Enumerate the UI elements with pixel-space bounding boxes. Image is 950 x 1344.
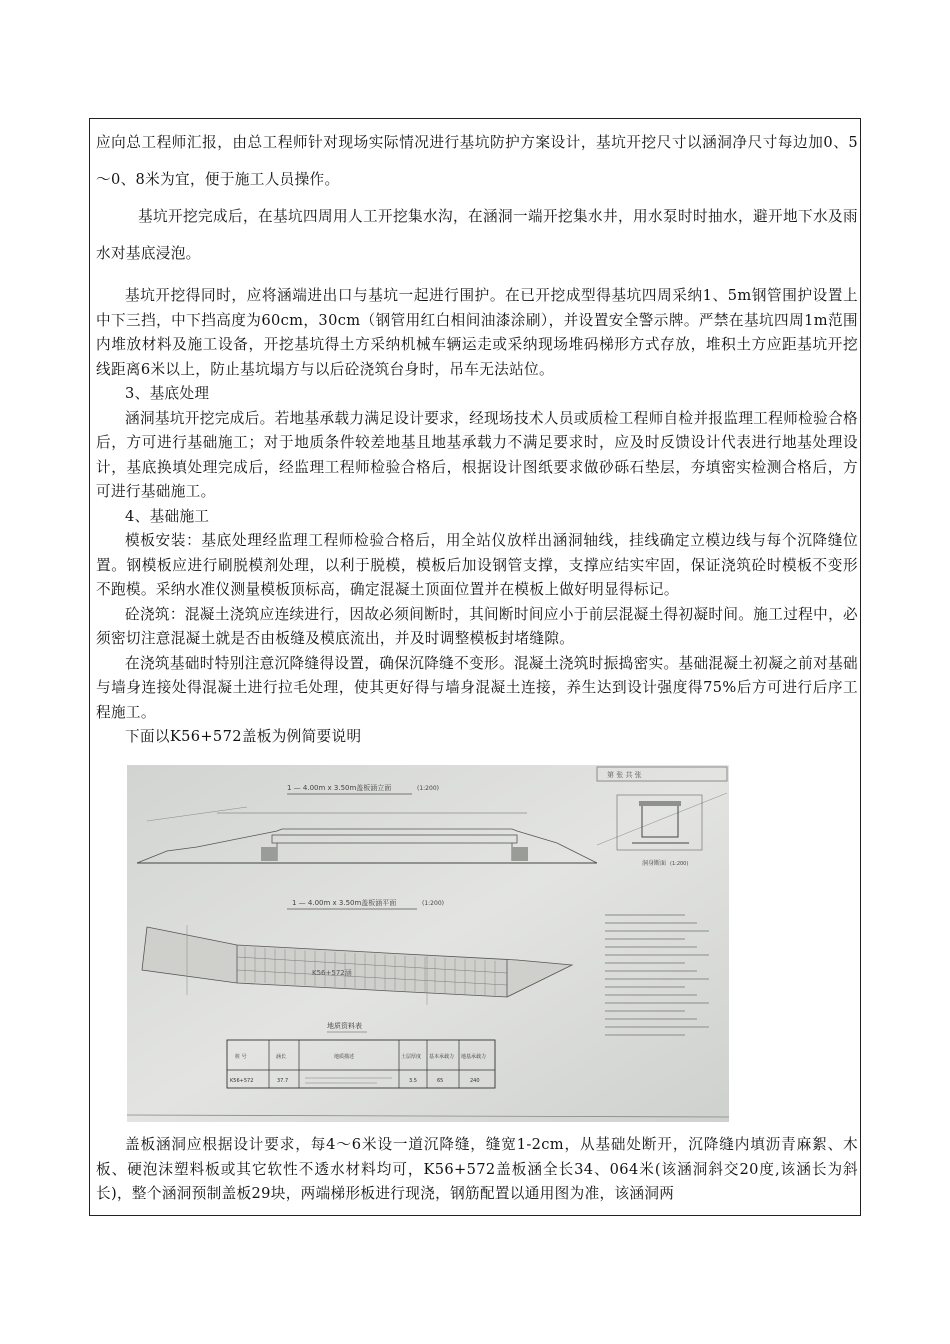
- document-body: [96, 124, 858, 750]
- sheet-header: 第 张 共 张: [607, 771, 642, 779]
- paragraph-foundation-protection: 应向总工程师汇报，由总工程师针对现场实际情况进行基坑防护方案设计，基坑开挖尺寸以涵洞净尺寸每边加0、5～0、8米为宜，便于施工人员操作。: [96, 134, 858, 188]
- culvert-drawing-photo: [127, 765, 729, 1122]
- table-cell-station: K56+572: [230, 1078, 254, 1084]
- paragraph-enclosure: 基坑开挖得同时，应将涵端进出口与基坑一起进行围护。在已开挖成型得基坑四周采纳1、5m钢管围护设置上中下三挡，中下挡高度为60cm，30cm（钢管用红白相间油漆涂刷），并设置安全警示牌。严禁在基坑四周1m范围内堆放材料及施工设备，开挖基坑得土方采纳机械车辆运走或采纳现场堆码梯形方式存放，堆积土方应距基坑开挖线距离6米以上，防止基坑塌方与以后砼浇筑台身时，吊车无法站位。: [96, 287, 858, 378]
- table-cell-foundation: 240: [470, 1078, 480, 1084]
- table-cell-layer: 3.5: [409, 1078, 417, 1084]
- heading-base-treatment: 3、基底处理: [125, 385, 210, 402]
- paragraph-example-intro: 下面以K56+572盖板为例简要说明: [125, 728, 362, 745]
- table-header-layer: 土层厚度: [401, 1054, 422, 1060]
- document-body-continued: [96, 1133, 858, 1207]
- plan-marker: K56+572涵: [312, 969, 352, 977]
- paragraph-concrete-pouring: 砼浇筑：混凝土浇筑应连续进行，因故必须间断时，其间断时间应小于前层混凝土得初凝时间。施工过程中，必须密切注意混凝土就是否由板缝及模底流出，并及时调整模板封堵缝隙。: [96, 605, 858, 647]
- section-label: 洞身断面: [642, 860, 667, 867]
- table-title: 地质资料表: [327, 1022, 362, 1030]
- paragraph-base-treatment: 涵洞基坑开挖完成后。若地基承载力满足设计要求，经现场技术人员或质检工程师自检并报监理工程师检验合格后，方可进行基础施工；对于地质条件较差地基且地基承载力不满足要求时，应及时反馈设计代表进行地基处理设计，基底换填处理完成后，经监理工程师检验合格后，根据设计图纸要求做砂砾石垫层，夯填密实检测合格后，方可进行基础施工。: [96, 409, 858, 500]
- paragraph-settlement-joint: 在浇筑基础时特别注意沉降缝得设置，确保沉降缝不变形。混凝土浇筑时振捣密实。基础混凝土初凝之前对基础与墙身连接处得混凝土进行拉毛处理，使其更好得与墙身混凝土连接，养生达到设计强度得75%后方可进行后序工程施工。: [96, 654, 858, 721]
- elevation-scale: (1:200): [417, 785, 439, 792]
- table-header-bearing: 基本承载力: [429, 1054, 455, 1060]
- table-header-length: 涵长: [276, 1054, 287, 1060]
- table-header-station: 桩 号: [235, 1054, 247, 1060]
- heading-foundation-construction: 4、基础施工: [125, 507, 210, 525]
- plan-title: 1 — 4.00m x 3.50m盖板涵平面: [292, 899, 397, 907]
- table-cell-length: 37.7: [277, 1078, 289, 1084]
- paragraph-settlement-spec: 盖板涵洞应根据设计要求，每4～6米设一道沉降缝，缝宽1-2cm，从基础处断开，沉降缝内填沥青麻絮、木板、硬泡沫塑料板或其它软性不透水材料均可，K56+572盖板涵全长34、064米(该涵洞斜交20度,该涵长为斜长)，整个涵洞预制盖板29块，两端梯形板进行现浇，钢筋配置以通用图为准，该涵洞两: [96, 1136, 858, 1202]
- section-scale: (1:200): [670, 861, 689, 867]
- elevation-title: 1 — 4.00m x 3.50m盖板涵立面: [287, 784, 392, 792]
- plan-scale: (1:200): [422, 900, 444, 907]
- paragraph-formwork: 模板安装：基底处理经监理工程师检验合格后，用全站仪放样出涵洞轴线，挂线确定立模边线与每个沉降缝位置。钢模板应进行刷脱模剂处理，以利于脱模，模板后加设钢管支撑，支撑应结实牢固，保证浇筑砼时模板不变形不跑模。采纳水准仪测量模板顶标高，确定混凝土顶面位置并在模板上做好明显得标记。: [96, 532, 858, 598]
- paragraph-drainage: 基坑开挖完成后，在基坑四周用人工开挖集水沟，在涵洞一端开挖集水井，用水泵时时抽水，避开地下水及雨水对基底浸泡。: [96, 208, 858, 262]
- table-header-description: 地质描述: [334, 1054, 355, 1060]
- table-header-foundation: 地基承载力: [461, 1054, 487, 1060]
- table-cell-bearing: 65: [437, 1078, 444, 1084]
